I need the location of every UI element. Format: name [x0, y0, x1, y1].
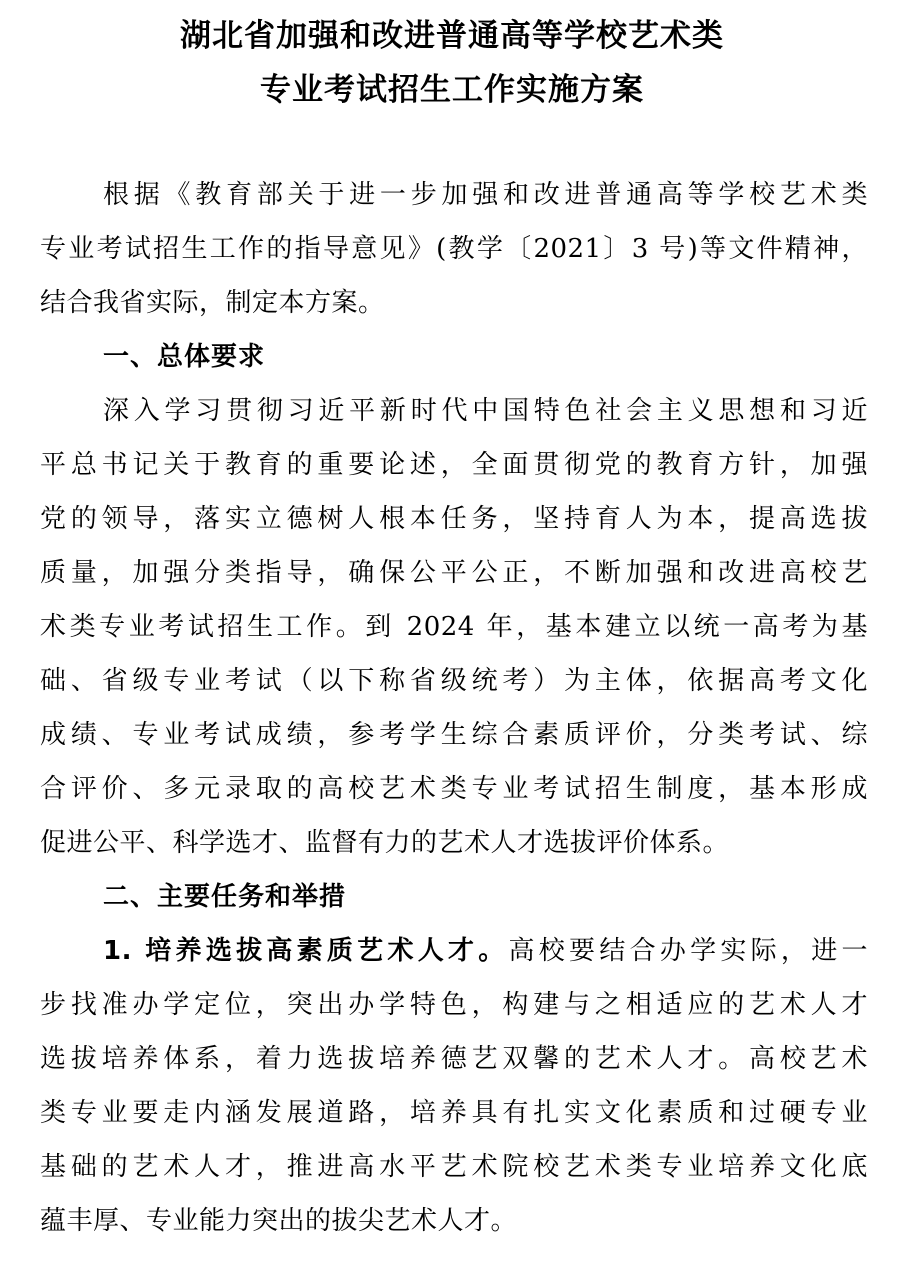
intro-line-1: 根据《教育部关于进一步加强和改进普通高等学校艺术类 — [103, 180, 868, 210]
section-1-line: 深入学习贯彻习近平新时代中国特色社会主义思想和习近 — [103, 396, 868, 426]
section-1-line: 平总书记关于教育的重要论述，全面贯彻党的教育方针，加强 — [40, 450, 868, 480]
section-2-line: 步找准办学定位，突出办学特色，构建与之相适应的艺术人才 — [40, 990, 868, 1020]
item-1-first-rest: 高校要结合办学实际，进一 — [508, 936, 868, 966]
section-1-line: 合评价、多元录取的高校艺术类专业考试招生制度，基本形成 — [40, 774, 868, 804]
section-1-line: 术类专业考试招生工作。到 2024 年，基本建立以统一高考为基 — [40, 612, 868, 642]
document-title-line-2: 专业考试招生工作实施方案 — [260, 72, 644, 108]
section-2-line: 类专业要走内涵发展道路，培养具有扎实文化素质和过硬专业 — [40, 1098, 868, 1128]
intro-line-3: 结合我省实际，制定本方案。 — [40, 288, 385, 318]
section-2-line: 蕴丰厚、专业能力突出的拔尖艺术人才。 — [40, 1206, 518, 1236]
section-1-heading: 一、总体要求 — [103, 342, 266, 372]
section-1-line: 党的领导，落实立德树人根本任务，坚持育人为本，提高选拔 — [40, 504, 868, 534]
section-2-line: 基础的艺术人才，推进高水平艺术院校艺术类专业培养文化底 — [40, 1152, 868, 1182]
section-2-heading: 二、主要任务和举措 — [103, 882, 347, 912]
intro-line-2: 专业考试招生工作的指导意见》(教学〔2021〕3 号)等文件精神， — [40, 234, 868, 264]
section-2-line: 选拔培养体系，着力选拔培养德艺双馨的艺术人才。高校艺术 — [40, 1044, 868, 1074]
section-1-line: 础、省级专业考试（以下称省级统考）为主体，依据高考文化 — [40, 666, 868, 696]
section-1-line: 促进公平、科学选才、监督有力的艺术人才选拔评价体系。 — [40, 828, 730, 858]
section-1-line: 质量，加强分类指导，确保公平公正，不断加强和改进高校艺 — [40, 558, 868, 588]
section-1-line: 成绩、专业考试成绩，参考学生综合素质评价，分类考试、综 — [40, 720, 868, 750]
section-2-item-1-first-line — [103, 934, 868, 968]
item-1-lead: 1. 培养选拔高素质艺术人才。 — [103, 936, 509, 966]
document-title-line-1: 湖北省加强和改进普通高等学校艺术类 — [180, 18, 724, 54]
